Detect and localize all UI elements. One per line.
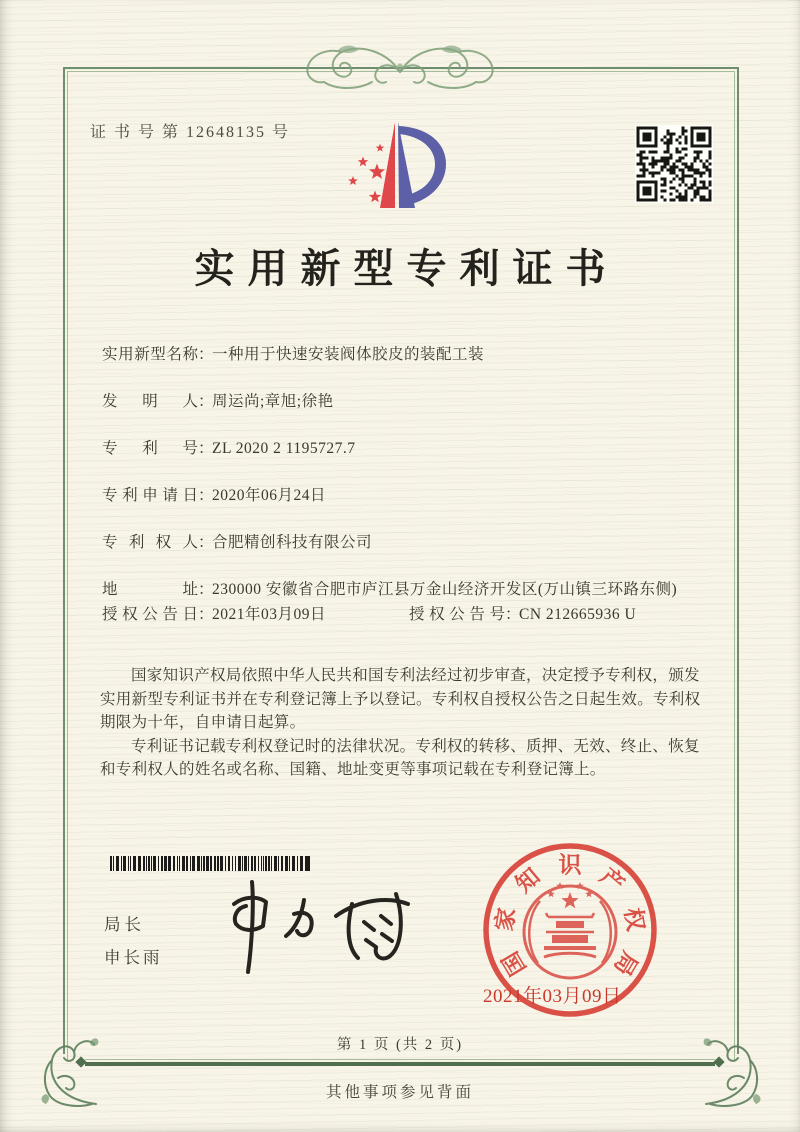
- legal-paragraph-2: 专利证书记载专利权登记时的法律状况。专利权的转移、质押、无效、终止、恢复和专利权人的姓名或名称、国籍、地址变更等事项记载在专利登记簿上。: [100, 737, 700, 778]
- field-row-address: [102, 577, 708, 602]
- field-colon: ：: [198, 440, 214, 457]
- field-row-patent-number: [102, 436, 708, 461]
- back-note: 其他事项参见背面: [325, 1084, 474, 1101]
- field-label: 发明人: [102, 393, 198, 410]
- field-label: 授权公告号: [409, 606, 505, 623]
- field-label: 专利权人: [102, 534, 198, 551]
- field-colon: ：: [198, 346, 214, 363]
- field-value: 合肥精创科技有限公司: [212, 534, 373, 551]
- field-value: CN 212665936 U: [519, 606, 637, 623]
- field-label: 地址: [102, 581, 198, 598]
- field-value: 2020年06月24日: [212, 487, 327, 504]
- field-row-invention-name: [102, 342, 708, 367]
- field-row-inventors: [102, 389, 708, 414]
- field-value: 周运尚;章旭;徐艳: [212, 393, 334, 410]
- field-label: 授权公告日: [102, 606, 198, 623]
- field-colon: ：: [505, 606, 521, 623]
- certificate-number: 证 书 号 第 12648135 号: [90, 124, 291, 141]
- svg-text:权: 权: [619, 906, 649, 933]
- svg-text:识: 识: [558, 852, 582, 878]
- legal-paragraph-1: 国家知识产权局依照中华人民共和国专利法经过初步审查，决定授予专利权，颁发实用新型专利证书并在专利登记簿上予以登记。专利权自授权公告之日起生效。专利权期限为十年，自申请日起算。: [100, 667, 701, 731]
- field-colon: ：: [198, 606, 214, 623]
- bottom-divider: [85, 1059, 715, 1066]
- cnipa-logo-icon: [342, 114, 460, 216]
- field-value: 一种用于快速安装阀体胶皮的装配工装: [212, 346, 485, 363]
- director-title: 局长: [104, 915, 145, 934]
- field-list: [102, 342, 708, 649]
- grant-date-pair: [102, 602, 409, 627]
- top-floral-ornament-icon: [288, 38, 512, 96]
- field-row-filing-date: [102, 483, 708, 508]
- handwritten-signature-icon: [218, 874, 418, 984]
- page-indicator: 第 1 页 (共 2 页): [336, 1037, 464, 1053]
- svg-text:知: 知: [511, 863, 545, 898]
- field-label: 专利申请日: [102, 487, 198, 504]
- svg-text:家: 家: [491, 906, 521, 933]
- barcode: [110, 856, 312, 871]
- svg-text:国: 国: [497, 947, 531, 980]
- field-colon: ：: [198, 581, 214, 598]
- field-label: 专利号: [102, 440, 198, 457]
- field-value: 230000 安徽省合肥市庐江县万金山经济开发区(万山镇三环路东侧): [212, 581, 678, 598]
- seal-date: 2021年03月09日: [483, 986, 622, 1007]
- field-colon: ：: [198, 534, 214, 551]
- director-name: 申长雨: [104, 948, 163, 967]
- field-label: 实用新型名称: [102, 346, 198, 363]
- svg-text:局: 局: [609, 947, 643, 980]
- field-row-patentee: [102, 530, 708, 555]
- certificate-title: 实用新型专利证书: [194, 246, 619, 291]
- field-value: 2021年03月09日: [212, 606, 327, 623]
- national-emblem-icon: [524, 882, 616, 978]
- field-colon: ：: [198, 393, 214, 410]
- qr-code: [635, 125, 713, 203]
- field-colon: ：: [198, 487, 214, 504]
- svg-text:产: 产: [595, 863, 629, 898]
- field-value: ZL 2020 2 1195727.7: [212, 440, 356, 457]
- legal-text-block: [100, 664, 706, 782]
- grant-number-pair: [409, 602, 636, 627]
- field-row-grant: [102, 602, 708, 627]
